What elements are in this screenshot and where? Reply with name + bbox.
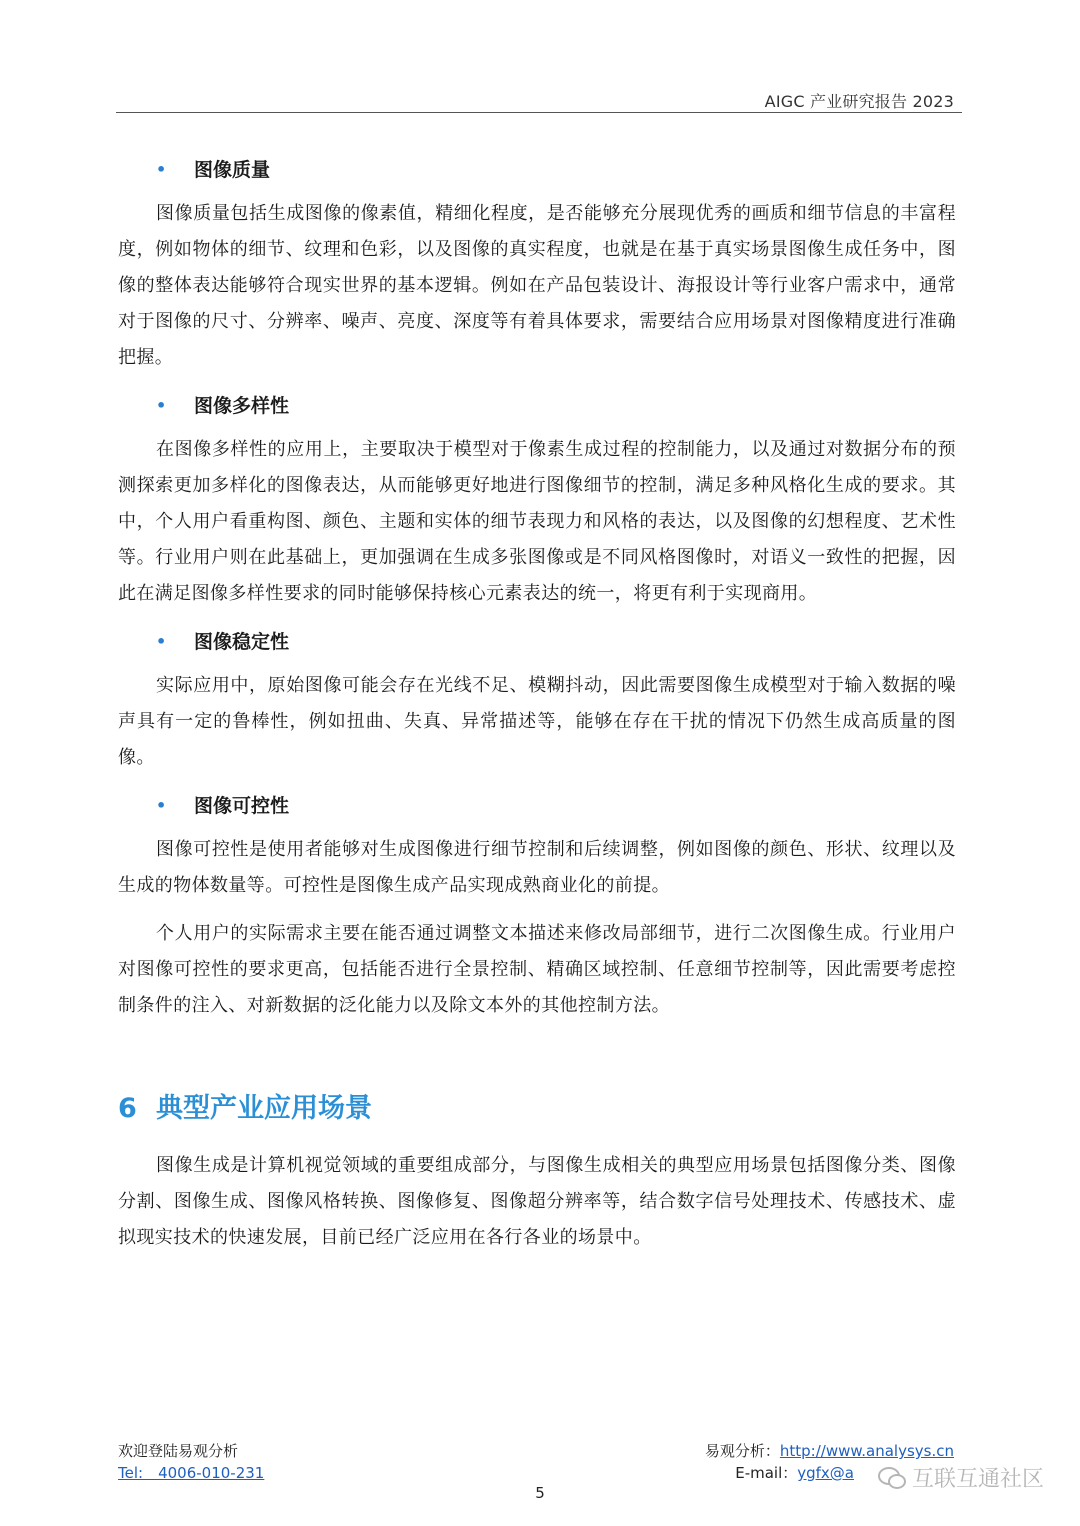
watermark-text: 互联互通社区	[911, 1467, 1044, 1492]
section-heading-stability	[118, 624, 956, 660]
chapter-title: 典型产业应用场景	[156, 1093, 372, 1124]
footer-email-link[interactable]: ygfx@a	[797, 1464, 854, 1482]
paragraph: 在图像多样性的应用上，主要取决于模型对于像素生成过程的控制能力，以及通过对数据分布的预测探索更加多样化的图像表达，从而能够更好地进行图像细节的控制，满足多种风格化生成的要求。其中，个人用户看重构图、颜色、主题和实体的细节表现力和风格的表达，以及图像的幻想程度、艺术性等。行业用户则在此基础上，更加强调在生成多张图像或是不同风格图像时，对语义一致性的把握，因此在满足图像多样性要求的同时能够保持核心元素表达的统一，将更有利于实现商用。	[118, 439, 956, 604]
footer-site	[705, 1440, 954, 1461]
paragraph: 实际应用中，原始图像可能会存在光线不足、模糊抖动，因此需要图像生成模型对于输入数据的噪声具有一定的鲁棒性，例如扭曲、失真、异常描述等，能够在存在干扰的情况下仍然生成高质量的图像。	[118, 675, 956, 768]
paragraph: 图像质量包括生成图像的像素值，精细化程度，是否能够充分展现优秀的画质和细节信息的丰富程度，例如物体的细节、纹理和色彩，以及图像的真实程度，也就是在基于真实场景图像生成任务中，图像的整体表达能够符合现实世界的基本逻辑。例如在产品包装设计、海报设计等行业客户需求中，通常对于图像的尺寸、分辨率、噪声、亮度、深度等有着具体要求，需要结合应用场景对图像精度进行准确把握。	[118, 203, 956, 368]
bullet-dot-icon: •	[156, 796, 167, 815]
document-body	[118, 152, 956, 1268]
bullet-dot-icon: •	[156, 632, 167, 651]
footer-email-label: E-mail：	[735, 1464, 798, 1482]
section-heading-text: 图像稳定性	[194, 631, 290, 653]
header-divider	[116, 112, 962, 113]
bullet-dot-icon: •	[156, 396, 167, 415]
section-heading-controllability	[118, 788, 956, 824]
section-heading-text: 图像多样性	[194, 395, 290, 417]
section-heading-diversity	[118, 388, 956, 424]
section-heading-quality	[118, 152, 956, 188]
paragraph: 图像可控性是使用者能够对生成图像进行细节控制和后续调整，例如图像的颜色、形状、纹理以及生成的物体数量等。可控性是图像生成产品实现成熟商业化的前提。	[118, 839, 956, 896]
footer-tel-link[interactable]: Tel: 4006-010-231	[118, 1464, 265, 1482]
chapter-paragraph: 图像生成是计算机视觉领域的重要组成部分，与图像生成相关的典型应用场景包括图像分类、图像分割、图像生成、图像风格转换、图像修复、图像超分辨率等，结合数字信号处理技术、传感技术、虚拟现实技术的快速发展，目前已经广泛应用在各行各业的场景中。	[118, 1155, 956, 1248]
chapter-heading	[118, 1084, 956, 1134]
section-heading-text: 图像质量	[194, 159, 271, 181]
footer-site-label: 易观分析：	[704, 1442, 780, 1460]
footer-email	[735, 1462, 854, 1483]
report-header-title: AIGC 产业研究报告 2023	[764, 92, 954, 111]
paragraph: 个人用户的实际需求主要在能否通过调整文本描述来修改局部细节，进行二次图像生成。行业用户对图像可控性的要求更高，包括能否进行全景控制、精确区域控制、任意细节控制等，因此需要考虑控制条件的注入、对新数据的泛化能力以及除文本外的其他控制方法。	[118, 923, 956, 1016]
page-number: 5	[535, 1484, 545, 1502]
footer-welcome: 欢迎登陆易观分析	[118, 1442, 239, 1460]
chapter-number: 6	[118, 1093, 137, 1124]
footer-site-link[interactable]: http://www.analysys.cn	[779, 1442, 954, 1460]
section-heading-text: 图像可控性	[194, 795, 290, 817]
bullet-dot-icon: •	[156, 160, 167, 179]
